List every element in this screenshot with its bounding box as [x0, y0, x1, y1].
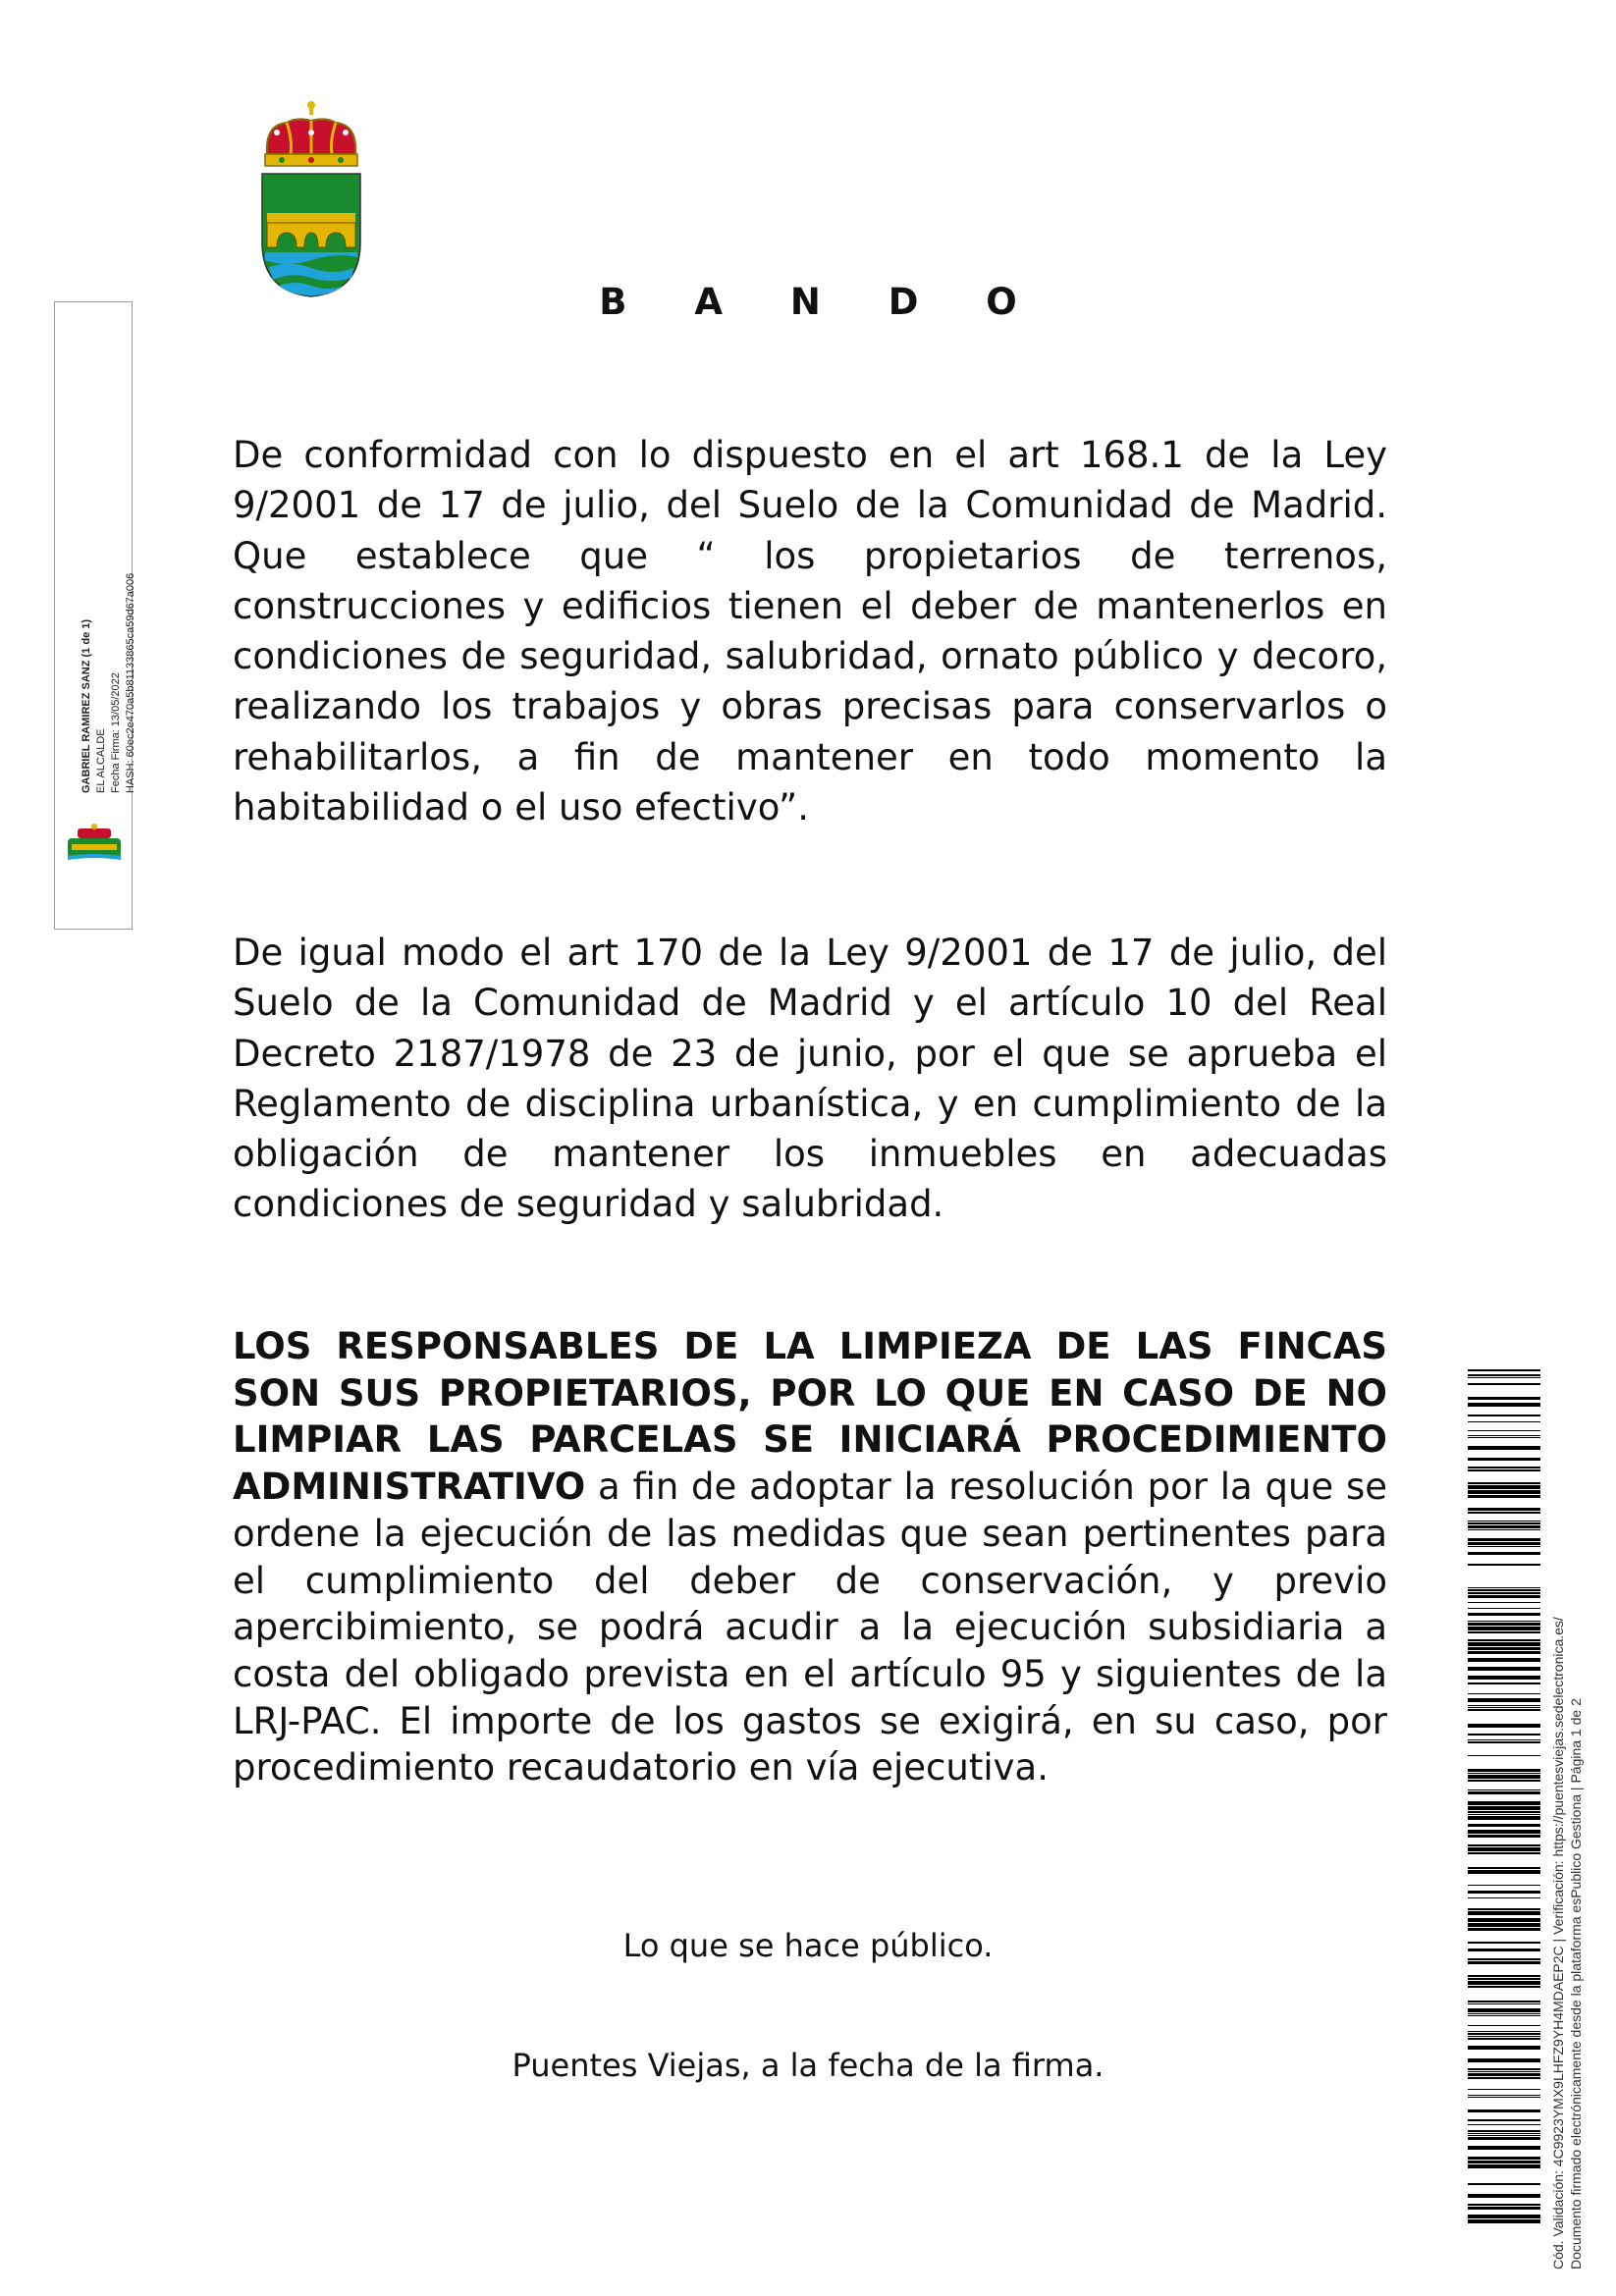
place-and-date: Puentes Viejas, a la fecha de la firma.: [512, 2047, 1104, 2084]
signature-details: [80, 459, 138, 793]
coat-of-arms-icon: [257, 95, 365, 301]
signer-name: GABRIEL RAMIREZ SANZ (1 de 1): [81, 618, 92, 793]
paragraph-regulation: De igual modo el art 170 de la Ley 9/2001 de 17 de julio, del Suelo de la Comunidad de Madrid y el artículo 10 del Real Decreto 2187/1978 de 23 de junio, por el que se aprueba el Reglamento de disciplina urbanística, y en cumplimiento de la obligación de mantener los inmuebles en adecuadas condiciones de seguridad y salubridad.: [233, 932, 1387, 1226]
signer-role: EL ALCALDE: [95, 728, 107, 793]
responsibility-warning: LOS RESPONSABLES DE LA LIMPIEZA DE LAS FINCAS SON SUS PROPIETARIOS, POR LO QUE EN CASO DE NO LIMPIAR LAS PARCELAS SE INICIARÁ PROCEDIMIENTO ADMINISTRATIVO: [233, 1325, 1387, 1509]
signature-hash: HASH: 60ec2e470a5b81133865ca59d67a006: [125, 572, 136, 793]
validation-code: Cód. Validación: 4C9923YMX9LHFZ9YH4MDAEP2C | Verificación: https://puentesviejas.sedelectronica.es/: [1550, 1617, 1566, 2269]
verification-footer: [1549, 1386, 1585, 2269]
paragraph-legal-basis: De conformidad con lo dispuesto en el art 168.1 de la Ley 9/2001 de 17 de julio, del Suelo de la Comunidad de Madrid. Que establece que “ los propietarios de terrenos, construcciones y edificios tienen el deber de mantenerlos en condiciones de seguridad, salubridad, ornato público y decoro, realizando los trabajos y obras precisas para conservarlos o rehabilitarlos, a fin de mantener en todo momento la habitabilidad o el uso efectivo”.: [233, 434, 1387, 829]
barcode-icon: [1468, 1369, 1540, 2223]
closing-statement: Lo que se hace público.: [622, 1927, 994, 1964]
paragraph-responsibility: [233, 1323, 1387, 1791]
signature-box: [54, 301, 136, 930]
signature-seal-icon: [64, 823, 125, 866]
procedure-details: a fin de adoptar la resolución por la que se ordene la ejecución de las medidas que sean pertinentes para el cumplimiento del deber de conservación, y previo apercibimiento, se podrá acudir a la ejecución subsidiaria a costa del obligado prevista en el artículo 95 y siguientes de la LRJ-PAC. El importe de los gastos se exigirá, en su caso, por procedimiento recaudatorio en vía ejecutiva.: [233, 1466, 1387, 1789]
signature-date: Fecha Firma: 13/05/2022: [110, 672, 122, 793]
document-title: B A N D O: [599, 281, 1045, 323]
platform-note: Documento firmado electrónicamente desde la plataforma esPublico Gestiona | Página 1 de 2: [1568, 1698, 1584, 2269]
